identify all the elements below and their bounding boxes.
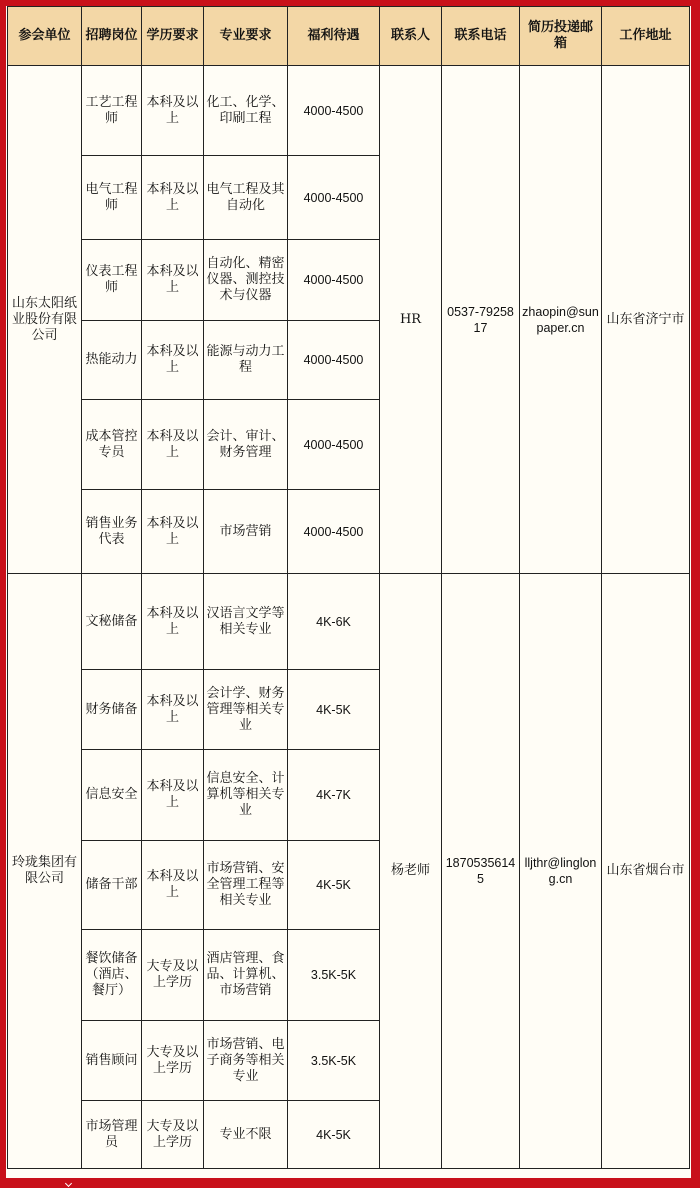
job-major: 市场营销、安全管理工程等相关专业: [204, 841, 288, 930]
job-salary: 3.5K-5K: [288, 1021, 380, 1101]
header-row: [8, 7, 690, 66]
header-major: 专业要求: [204, 7, 288, 66]
job-salary: 4K-7K: [288, 750, 380, 841]
header-education: 学历要求: [142, 7, 204, 66]
job-post: 销售业务代表: [82, 490, 142, 574]
header-company: 参会单位: [8, 7, 82, 66]
job-major: 电气工程及其自动化: [204, 156, 288, 240]
job-salary: 4000-4500: [288, 66, 380, 156]
job-post: 工艺工程师: [82, 66, 142, 156]
company-address: 山东省烟台市: [602, 574, 690, 1169]
job-education: 本科及以上: [142, 240, 204, 321]
job-major: 市场营销: [204, 490, 288, 574]
job-salary: 4K-5K: [288, 1101, 380, 1169]
header-address: 工作地址: [602, 7, 690, 66]
company-email[interactable]: zhaopin@sunpaper.cn: [520, 66, 602, 574]
job-salary: 4000-4500: [288, 400, 380, 490]
job-major: 会计、审计、财务管理: [204, 400, 288, 490]
company-address: 山东省济宁市: [602, 66, 690, 574]
company-phone: 0537-7925817: [442, 66, 520, 574]
job-post: 餐饮储备（酒店、餐厅）: [82, 930, 142, 1021]
company-name: 玲珑集团有限公司: [8, 574, 82, 1169]
company-contact: HR: [380, 66, 442, 574]
job-post: 销售顾问: [82, 1021, 142, 1101]
table-row: [8, 66, 690, 156]
job-post: 成本管控专员: [82, 400, 142, 490]
header-salary: 福利待遇: [288, 7, 380, 66]
company-contact: 杨老师: [380, 574, 442, 1169]
recruitment-table-frame: [6, 6, 691, 1178]
job-major: 专业不限: [204, 1101, 288, 1169]
header-post: 招聘岗位: [82, 7, 142, 66]
job-education: 大专及以上学历: [142, 1101, 204, 1169]
job-salary: 4K-5K: [288, 841, 380, 930]
job-post: 市场管理员: [82, 1101, 142, 1169]
job-education: 本科及以上: [142, 750, 204, 841]
job-salary: 4000-4500: [288, 321, 380, 400]
job-education: 大专及以上学历: [142, 1021, 204, 1101]
company-name: 山东太阳纸业股份有限公司: [8, 66, 82, 574]
job-post: 电气工程师: [82, 156, 142, 240]
job-salary: 4000-4500: [288, 240, 380, 321]
job-major: 信息安全、计算机等相关专业: [204, 750, 288, 841]
recruitment-table: [7, 6, 690, 1169]
job-education: 本科及以上: [142, 490, 204, 574]
job-salary: 4000-4500: [288, 156, 380, 240]
job-education: 本科及以上: [142, 156, 204, 240]
job-major: 自动化、精密仪器、测控技术与仪器: [204, 240, 288, 321]
job-post: 文秘储备: [82, 574, 142, 670]
header-phone: 联系电话: [442, 7, 520, 66]
job-post: 储备干部: [82, 841, 142, 930]
header-contact: 联系人: [380, 7, 442, 66]
job-education: 本科及以上: [142, 321, 204, 400]
job-education: 本科及以上: [142, 66, 204, 156]
job-major: 汉语言文学等相关专业: [204, 574, 288, 670]
job-education: 本科及以上: [142, 400, 204, 490]
job-education: 本科及以上: [142, 574, 204, 670]
job-education: 本科及以上: [142, 841, 204, 930]
job-major: 化工、化学、印刷工程: [204, 66, 288, 156]
chevron-down-icon: [65, 1180, 72, 1187]
company-phone: 18705356145: [442, 574, 520, 1169]
header-email: 简历投递邮箱: [520, 7, 602, 66]
job-salary: 4K-6K: [288, 574, 380, 670]
job-salary: 4000-4500: [288, 490, 380, 574]
job-post: 仪表工程师: [82, 240, 142, 321]
job-major: 酒店管理、食品、计算机、市场营销: [204, 930, 288, 1021]
job-post: 财务储备: [82, 670, 142, 750]
job-salary: 4K-5K: [288, 670, 380, 750]
job-major: 市场营销、电子商务等相关专业: [204, 1021, 288, 1101]
job-salary: 3.5K-5K: [288, 930, 380, 1021]
table-row: [8, 574, 690, 670]
job-education: 本科及以上: [142, 670, 204, 750]
job-post: 信息安全: [82, 750, 142, 841]
job-major: 会计学、财务管理等相关专业: [204, 670, 288, 750]
job-major: 能源与动力工程: [204, 321, 288, 400]
job-post: 热能动力: [82, 321, 142, 400]
job-education: 大专及以上学历: [142, 930, 204, 1021]
company-email[interactable]: lljthr@linglong.cn: [520, 574, 602, 1169]
